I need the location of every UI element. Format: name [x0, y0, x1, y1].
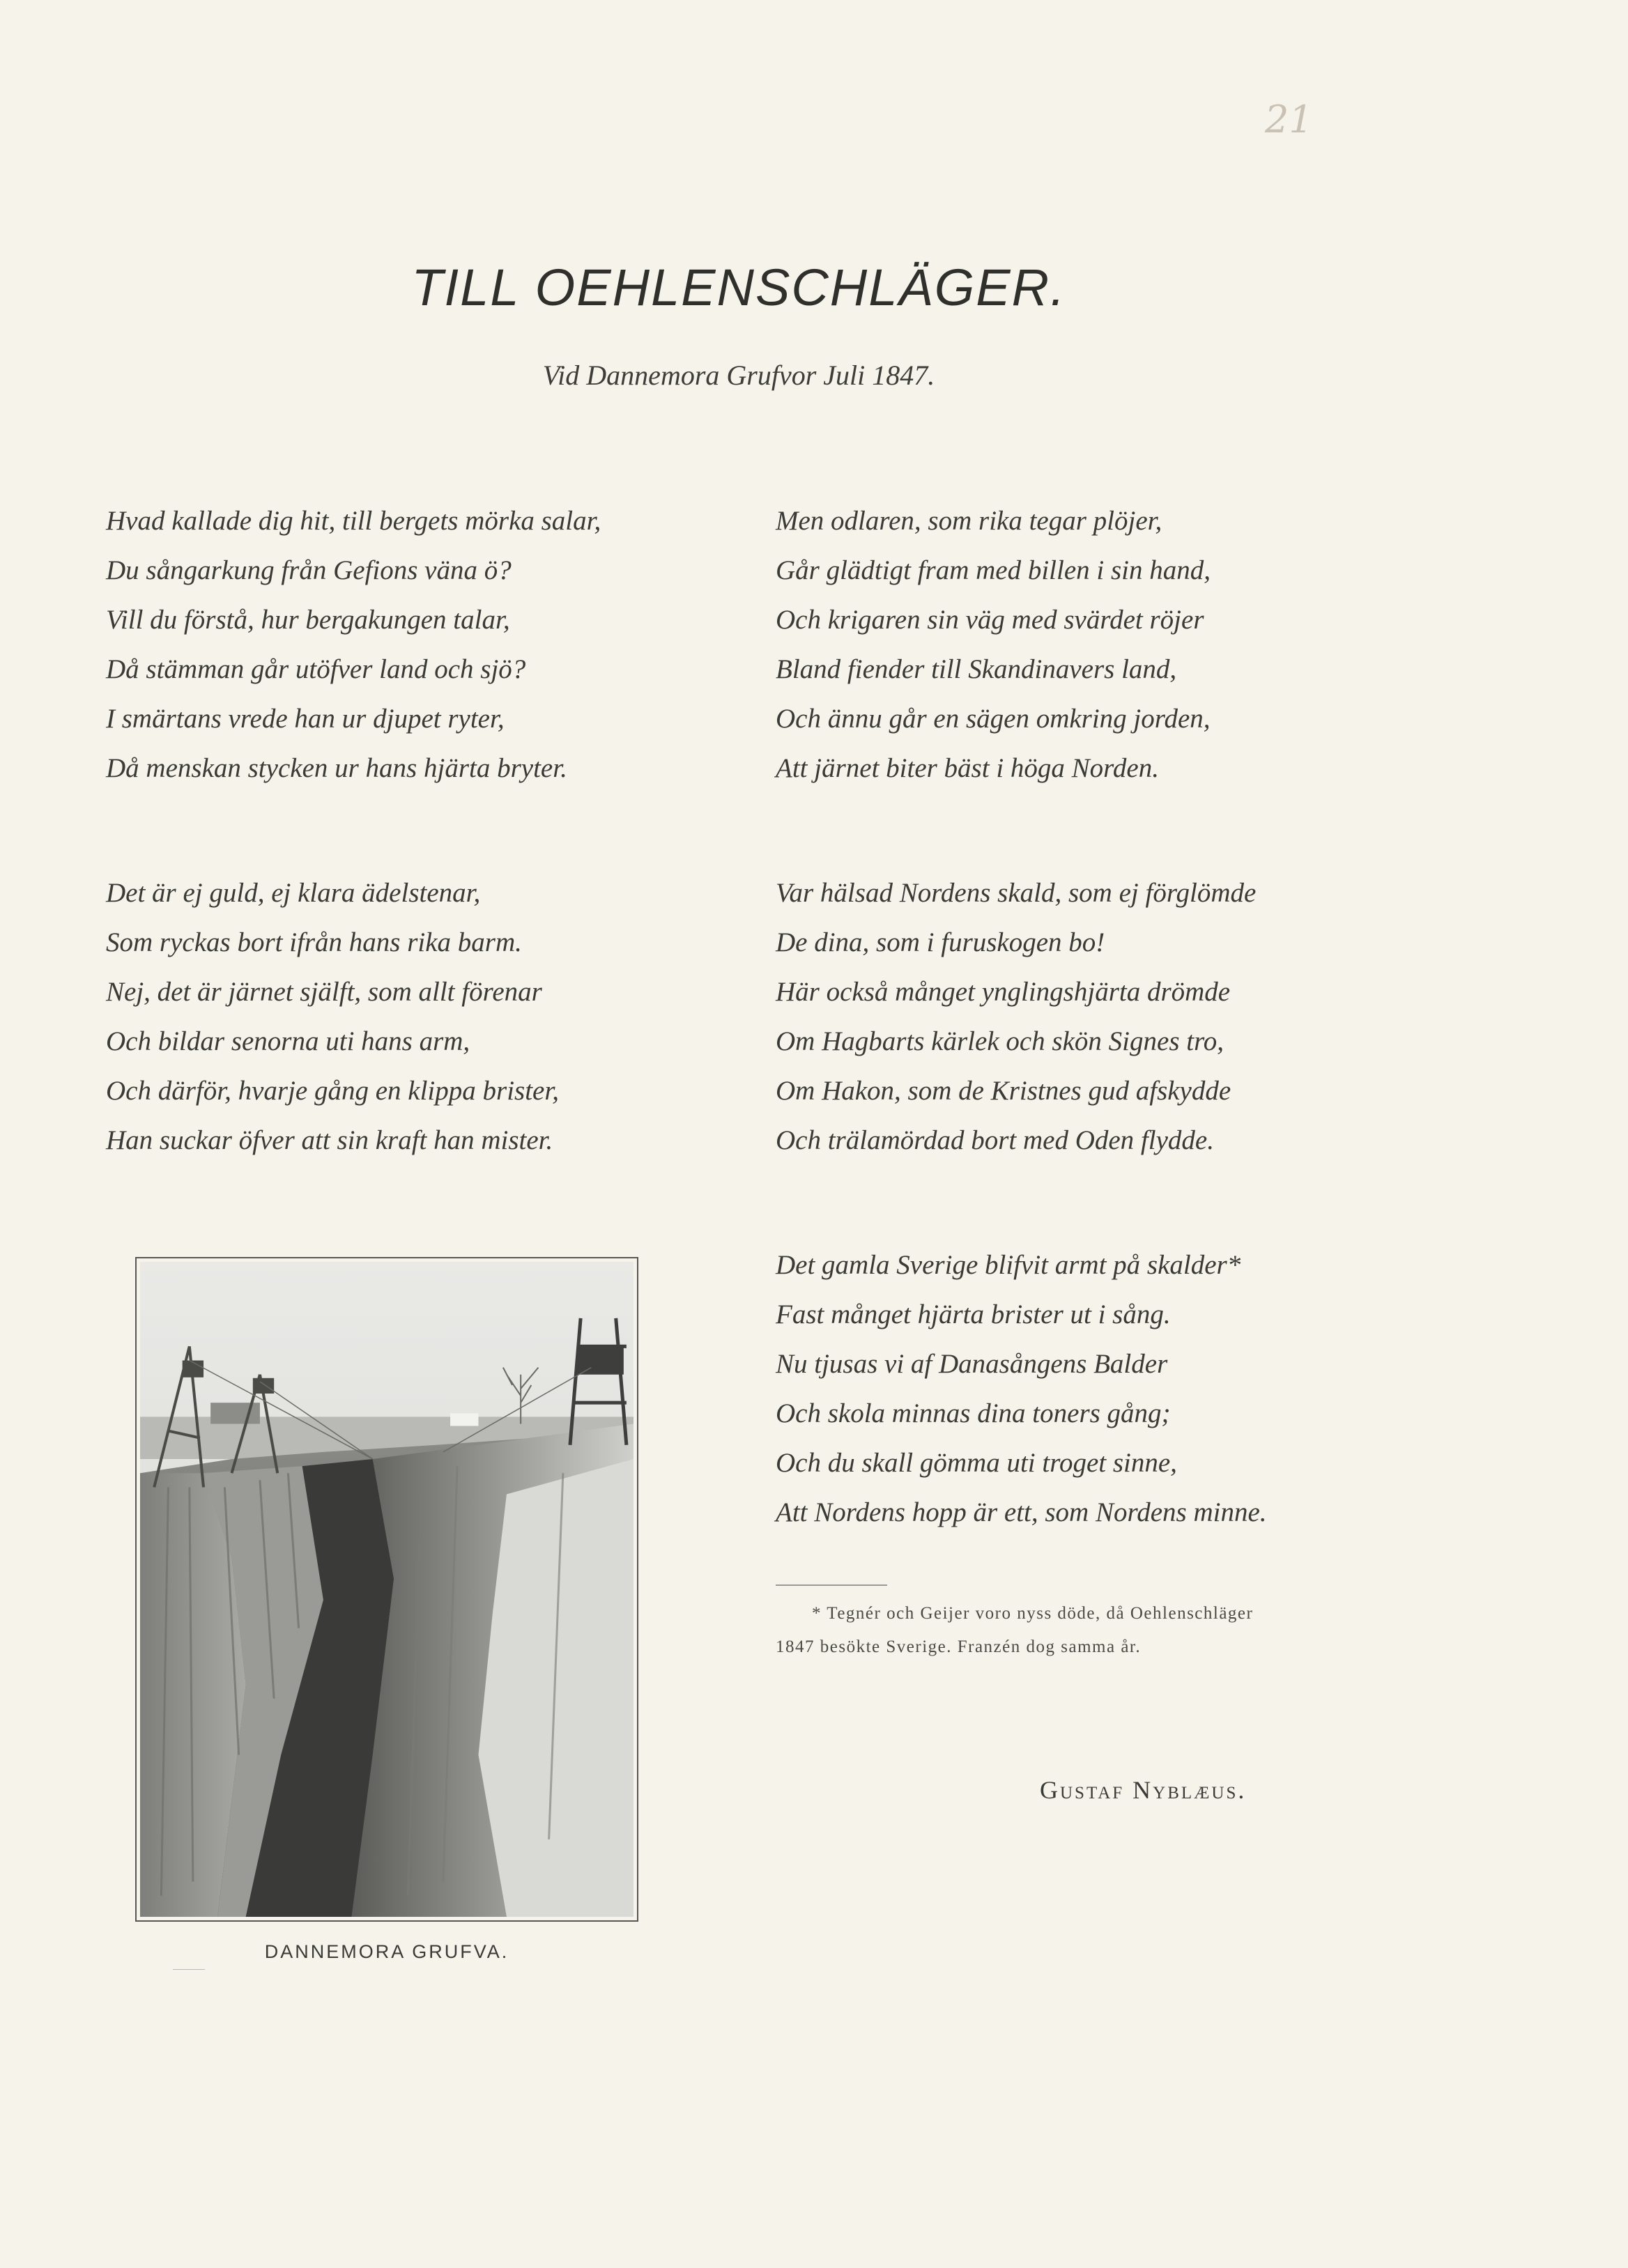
verse-line: Men odlaren, som rika tegar plöjer, — [776, 506, 1162, 536]
page-number: 21 — [1265, 98, 1313, 141]
verse-line: Går glädtigt fram med billen i sin hand, — [776, 555, 1211, 585]
verse-line: Du sångarkung från Gefions väna ö? — [106, 555, 512, 585]
verse-line: Som ryckas bort ifrån hans rika barm. — [106, 927, 522, 957]
verse-line: Och skola minnas dina toners gång; — [776, 1398, 1171, 1428]
author-signature: Gustaf Nyblæus. — [1040, 1776, 1247, 1804]
mine-photograph — [135, 1257, 638, 1922]
stanza-4 — [776, 868, 1256, 1165]
verse-line: Och krigaren sin väg med svärdet röjer — [776, 605, 1204, 635]
verse-line: Här också månget ynglingshjärta drömde — [776, 977, 1231, 1007]
verse-line: Och bildar senorna uti hans arm, — [106, 1026, 470, 1056]
verse-line: De dina, som i furuskogen bo! — [776, 927, 1105, 957]
verse-line: Nej, det är järnet själft, som allt förenar — [106, 977, 542, 1007]
verse-line: Bland fiender till Skandinavers land, — [776, 654, 1177, 684]
verse-line: Det är ej guld, ej klara ädelstenar, — [106, 878, 481, 908]
verse-line: Och därför, hvarje gång en klippa brister, — [106, 1076, 559, 1106]
footnote — [776, 1597, 1375, 1664]
verse-line: Hvad kallade dig hit, till bergets mörka salar, — [106, 506, 601, 536]
verse-line: Var hälsad Nordens skald, som ej förglömde — [776, 878, 1257, 908]
verse-line: Att järnet biter bäst i höga Norden. — [776, 753, 1159, 783]
stanza-2 — [776, 496, 1211, 793]
verse-line: Fast månget hjärta brister ut i sång. — [776, 1299, 1171, 1329]
verse-line: Det gamla Sverige blifvit armt på skalder* — [776, 1250, 1241, 1280]
footnote-line: 1847 besökte Sverige. Franzén dog samma år. — [776, 1637, 1142, 1656]
poem-subtitle: Vid Dannemora Grufvor Juli 1847. — [542, 360, 935, 391]
photo-caption: DANNEMORA GRUFVA. — [264, 1941, 509, 1962]
verse-line: Och trälamördad bort med Oden flydde. — [776, 1125, 1214, 1155]
verse-line: Om Hagbarts kärlek och skön Signes tro, — [776, 1026, 1224, 1056]
stanza-5 — [776, 1240, 1267, 1537]
verse-line: I smärtans vrede han ur djupet ryter, — [106, 704, 505, 734]
stanza-1 — [106, 496, 601, 793]
verse-line: Nu tjusas vi af Danasångens Balder — [776, 1349, 1168, 1379]
verse-line: Då stämman går utöfver land och sjö? — [106, 654, 526, 684]
open-pit-mine-icon — [140, 1262, 633, 1917]
verse-line: Att Nordens hopp är ett, som Nordens minne. — [776, 1497, 1267, 1527]
footnote-divider — [776, 1584, 887, 1586]
verse-line: Och du skall gömma uti troget sinne, — [776, 1448, 1177, 1478]
verse-line: Vill du förstå, hur bergakungen talar, — [106, 605, 510, 635]
poem-title: TILL OEHLENSCHLÄGER. — [411, 259, 1066, 316]
stanza-3 — [106, 868, 559, 1165]
footnote-line: * Tegnér och Geijer voro nyss döde, då Oehlenschläger — [812, 1604, 1254, 1623]
verse-line: Då menskan stycken ur hans hjärta bryter. — [106, 753, 567, 783]
caption-divider — [173, 1969, 205, 1970]
verse-line: Och ännu går en sägen omkring jorden, — [776, 704, 1211, 734]
verse-line: Han suckar öfver att sin kraft han mister. — [106, 1125, 553, 1155]
verse-line: Om Hakon, som de Kristnes gud afskydde — [776, 1076, 1231, 1106]
